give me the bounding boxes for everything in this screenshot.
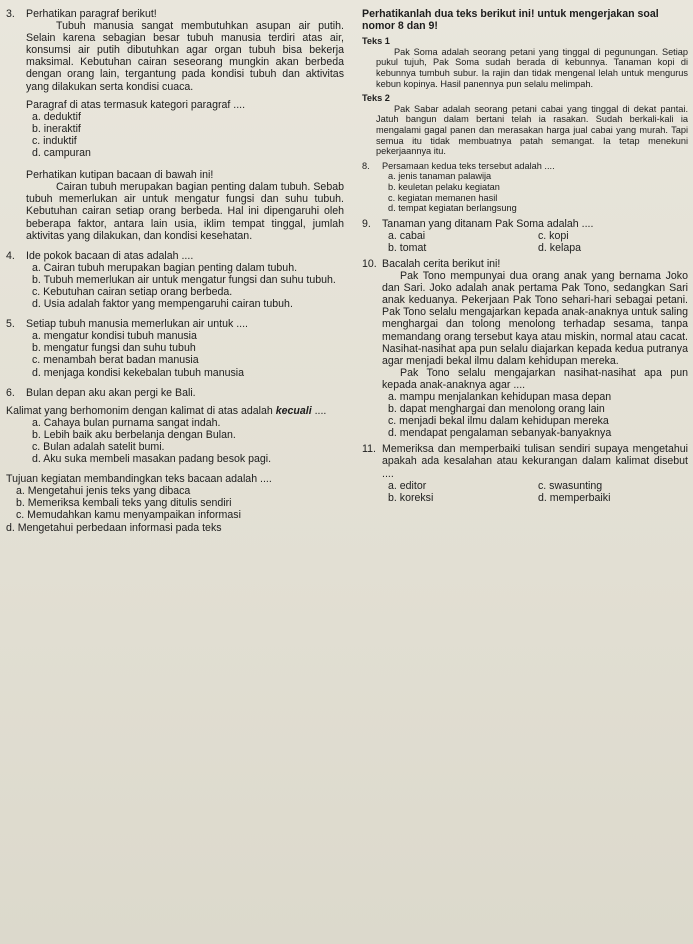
question-intro: Perhatikan paragraf berikut! — [26, 8, 157, 20]
option-b: b. tomat — [388, 241, 427, 254]
option-c: c. induktif — [32, 134, 77, 147]
reading-excerpt — [6, 169, 344, 242]
option-c: c. kegiatan memanen hasil — [388, 192, 498, 203]
option-c: c. menambah berat badan manusia — [32, 354, 199, 367]
question-7 — [6, 473, 344, 533]
question-text: Kalimat yang berhomonim dengan kalimat di atas adalah kecuali .... — [6, 404, 327, 417]
question-4 — [6, 250, 344, 310]
question-11 — [362, 443, 688, 503]
option-b: b. ineraktif — [32, 122, 81, 135]
question-text: Persamaan kedua teks tersebut adalah .... — [382, 160, 555, 171]
text-1-body: Pak Soma adalah seorang petani yang tinggal di pegunungan. Setiap pukul tujuh, Pak Soma sudah berada di kebunnya. Tanaman kopi di kebunnya tumbuh subur. Ia rajin dan tidak mengenal lelah untuk mengurus kebun kopinya. Hasil panennya pun selalu melimpah. — [376, 46, 688, 89]
question-6 — [6, 387, 344, 466]
question-10 — [362, 258, 688, 439]
option-c: c. Bulan adalah satelit bumi. — [32, 441, 165, 453]
question-text: Bacalah cerita berikut ini! — [382, 257, 501, 270]
story-paragraph: Pak Tono mempunyai dua orang anak yang bernama Joko dan Sari. Joko adalah anak pertama Pak Tono, sedangkan Sari anak keduanya. Pekerjaan Pak Tono sehari-hari sebagai petani. Pak Tono selalu mengajarkan kepada anak-anaknya untuk saling menghargai dan tolong menolong terhadap sesama, tanpa memandang orang tersebut kaya atau miskin, normal atau cacat. Nasihat-nasihat apa pun selalu diajarkan kepada kedua putranya agar menjadi bekal ilmu dalam kehidupan mereka. — [382, 270, 688, 367]
question-5 — [6, 318, 344, 378]
option-b: b. keuletan pelaku kegiatan — [388, 181, 500, 192]
text-1 — [362, 36, 688, 89]
option-d: d. Mengetahui perbedaan informasi pada teks — [6, 521, 222, 534]
option-a: a. deduktif — [32, 110, 81, 123]
question-text: Paragraf di atas termasuk kategori paragraf .... — [26, 98, 246, 111]
option-d: d. memperbaiki — [538, 491, 611, 504]
option-d: d. kelapa — [538, 241, 581, 254]
question-number: 3. — [6, 8, 15, 20]
option-c: c. menjadi bekal ilmu dalam kehidupan mereka — [388, 415, 609, 428]
question-prompt: Pak Tono selalu mengajarkan nasihat-nasihat apa pun kepada anak-anaknya agar .... — [382, 366, 688, 391]
right-column — [362, 8, 688, 508]
question-text: Ide pokok bacaan di atas adalah .... — [26, 249, 194, 262]
question-number: 11. — [362, 443, 376, 456]
option-c: c. Kebutuhan cairan setiap orang berbeda. — [32, 285, 233, 298]
option-b: b. mengatur fungsi dan suhu tubuh — [32, 342, 196, 355]
option-b: b. Memeriksa kembali teks yang ditulis sendiri — [16, 497, 232, 510]
option-a: a. mampu menjalankan kehidupan masa depan — [388, 391, 612, 403]
question-sentence: Bulan depan aku akan pergi ke Bali. — [26, 386, 196, 399]
question-text: Tanaman yang ditanam Pak Soma adalah .... — [382, 217, 594, 230]
text-2 — [362, 93, 688, 157]
question-number: 8. — [362, 160, 370, 171]
option-d: d. Aku suka membeli masakan padang besok pagi. — [32, 453, 272, 466]
question-3 — [6, 8, 344, 159]
text-2-label: Teks 2 — [362, 93, 390, 104]
option-d: d. Usia adalah faktor yang mempengaruhi cairan tubuh. — [32, 298, 293, 311]
option-c: c. Memudahkan kamu menyampaikan informasi — [16, 509, 241, 522]
option-a: a. cabai — [388, 229, 426, 242]
emphasis-kecuali: kecuali — [275, 404, 312, 417]
option-a: a. editor — [388, 479, 427, 492]
option-a: a. Mengetahui jenis teks yang dibaca — [16, 485, 191, 498]
question-text: Setiap tubuh manusia memerlukan air untuk .... — [26, 318, 248, 331]
question-number: 5. — [6, 318, 15, 331]
paragraph-text: Tubuh manusia sangat membutuhkan asupan air putih. Selain karena sebagian besar tubuh manusia terdiri atas air, konsumsi air putih dibutuhkan agar organ tubuh bisa bekerja maksimal. Kebutuhan cairan seseorang mungkin akan berbeda dengan orang lain, tergantung pada kondisi tubuh dan aktivitas yang dilakukan serta kondisi cuaca. — [26, 20, 344, 93]
question-number: 9. — [362, 217, 371, 230]
excerpt-intro: Perhatikan kutipan bacaan di bawah ini! — [26, 169, 214, 182]
question-text: Tujuan kegiatan membandingkan teks bacaan adalah .... — [6, 473, 272, 486]
option-d: d. tempat kegiatan berlangsung — [388, 203, 517, 214]
option-d: d. mendapat pengalaman sebanyak-banyaknya — [388, 427, 612, 440]
option-c: c. kopi — [538, 229, 569, 242]
option-b: b. Lebih baik aku berbelanja dengan Bulan. — [32, 428, 236, 441]
excerpt-text: Cairan tubuh merupakan bagian penting dalam tubuh. Sebab tubuh memerlukan air untuk mengatur fungsi dan suhu tubuh. Kebutuhan cairan setiap orang berbeda. Hal ini dipengaruhi oleh beberapa faktor, antara lain usia, iklim tempat tinggal, jumlah aktivitas yang dilakukan, dan kondisi kesehatan. — [26, 181, 344, 242]
option-a: a. Cairan tubuh merupakan bagian penting dalam tubuh. — [32, 261, 298, 274]
question-number: 6. — [6, 386, 15, 399]
text-1-label: Teks 1 — [362, 36, 390, 47]
question-number: 4. — [6, 249, 15, 262]
option-a: a. mengatur kondisi tubuh manusia — [32, 330, 197, 343]
option-c: c. swasunting — [538, 479, 603, 492]
option-d: d. campuran — [32, 147, 91, 160]
question-9 — [362, 218, 688, 254]
option-b: b. dapat menghargai dan menolong orang lain — [388, 403, 605, 416]
texts-intro: Perhatikanlah dua teks berikut ini! untuk mengerjakan soal nomor 8 dan 9! — [362, 8, 659, 33]
text-2-body: Pak Sabar adalah seorang petani cabai yang tinggal di dekat pantai. Jatuh bangun dalam bertani telah ia rasakan. Sudah berkali-kali ia mengalami gagal panen dan merasakan harga jual cabai yang murah. Tapi semua itu tidak membuatnya patah semangat. Ia tetap menekuni pekerjaannya itu. — [376, 103, 688, 157]
option-b: b. koreksi — [388, 491, 434, 504]
question-number: 10. — [362, 257, 377, 270]
question-text: Memeriksa dan memperbaiki tulisan sendiri supaya mengetahui apakah ada kesalahan atau kekurangan dalam kalimat disebut .... — [382, 443, 688, 480]
question-8 — [362, 161, 688, 214]
option-d: d. menjaga kondisi kekebalan tubuh manusia — [32, 366, 245, 379]
option-a: a. Cahaya bulan purnama sangat indah. — [32, 416, 221, 429]
option-b: b. Tubuh memerlukan air untuk mengatur fungsi dan suhu tubuh. — [32, 273, 336, 286]
option-a: a. jenis tanaman palawija — [388, 171, 492, 182]
left-column — [6, 8, 344, 538]
